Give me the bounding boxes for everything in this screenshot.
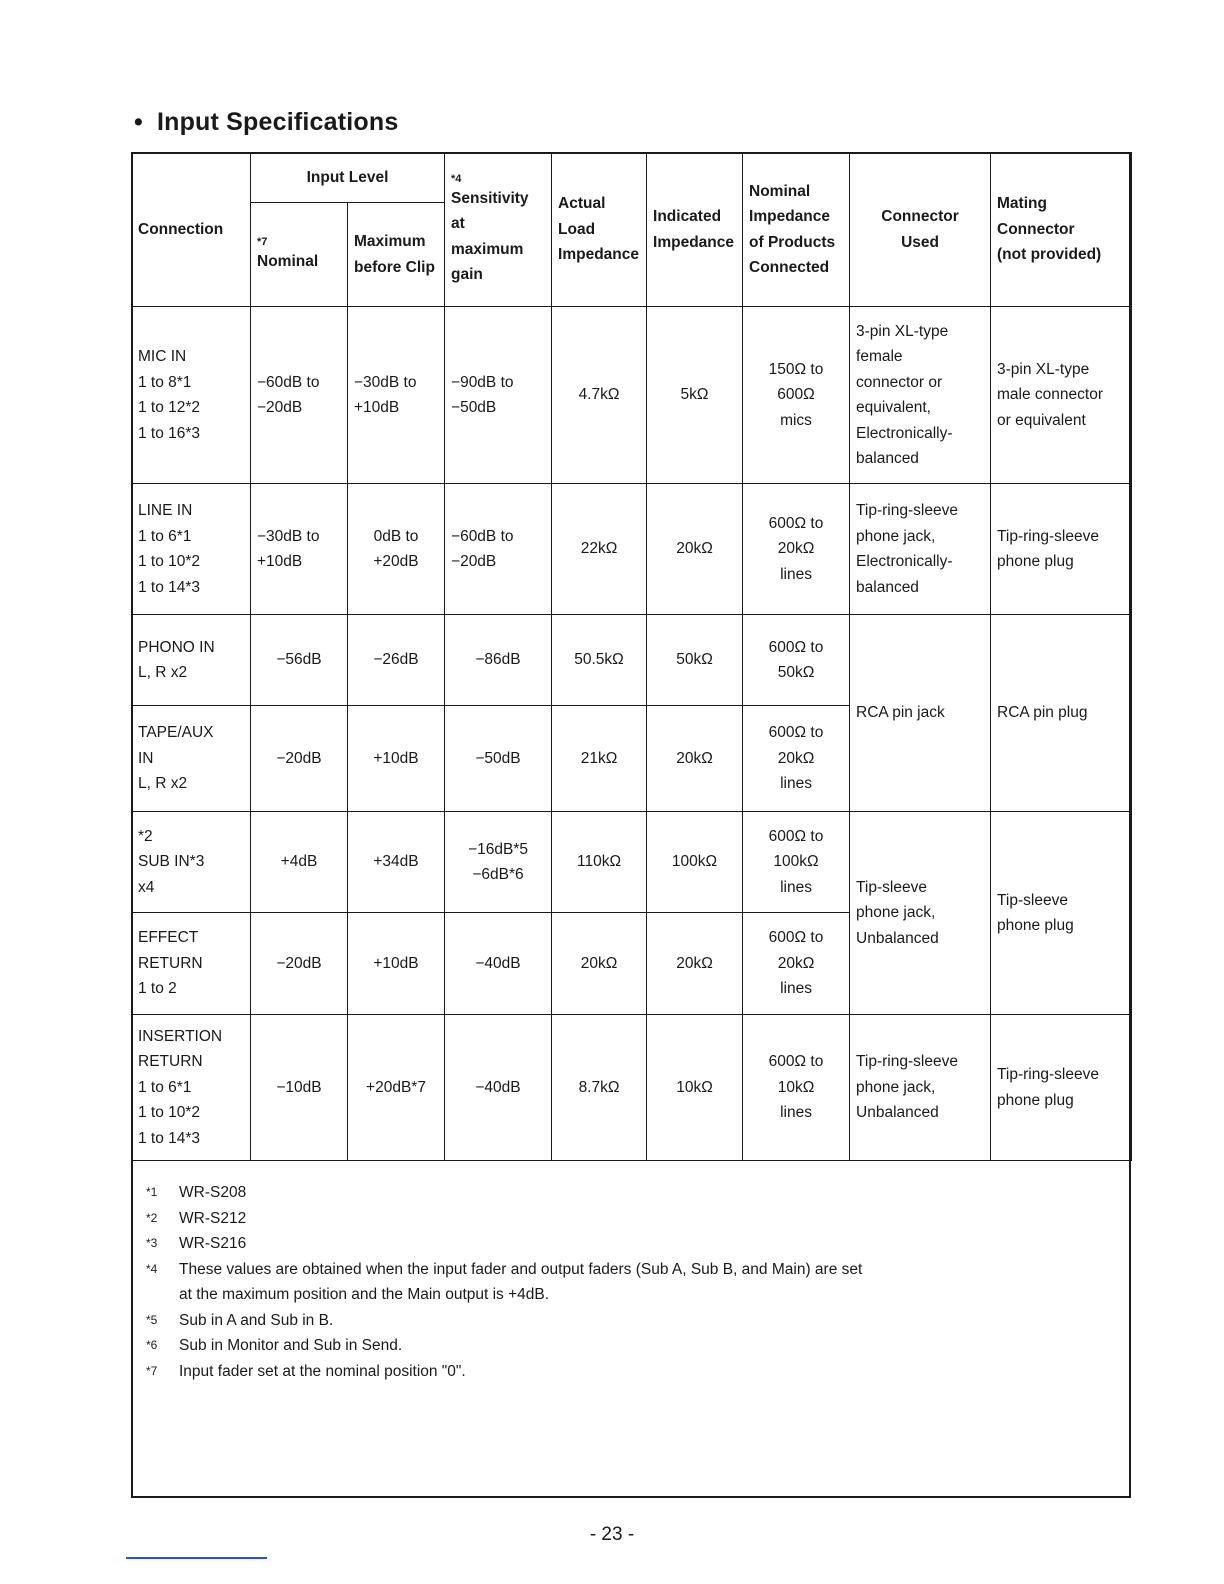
cell-connection: PHONO IN L, R x2 (132, 615, 251, 706)
cell-nominal: +4dB (251, 812, 348, 913)
cell-mating-ts: Tip-sleeve phone plug (991, 812, 1132, 1015)
cell-maximum: +10dB (348, 706, 445, 812)
cell-maximum: −30dB to +10dB (348, 307, 445, 484)
cell-actual: 50.5kΩ (552, 615, 647, 706)
cell-nominal: −20dB (251, 706, 348, 812)
cell-connection: TAPE/AUX IN L, R x2 (132, 706, 251, 812)
nominal-label: Nominal (257, 252, 319, 270)
section-title-text: Input Specifications (156, 108, 399, 136)
cell-indicated: 10kΩ (647, 1015, 743, 1161)
cell-indicated: 100kΩ (647, 812, 743, 913)
cell-maximum: +20dB*7 (348, 1015, 445, 1161)
cell-connector: 3-pin XL-type female connector or equivalent, Electronically- balanced (850, 307, 991, 484)
footnote-text: Sub in A and Sub in B. (179, 1311, 334, 1329)
footnote-text: Input fader set at the nominal position "0". (179, 1362, 466, 1380)
cell-actual: 8.7kΩ (552, 1015, 647, 1161)
cell-sensitivity: −60dB to −20dB (445, 484, 552, 615)
cell-products: 600Ω to 10kΩ lines (743, 1015, 850, 1161)
cell-maximum: −26dB (348, 615, 445, 706)
footnote (146, 1308, 1106, 1334)
cell-products: 600Ω to 100kΩ lines (743, 812, 850, 913)
cell-connector-ts: Tip-sleeve phone jack, Unbalanced (850, 812, 991, 1015)
cell-products: 150Ω to 600Ω mics (743, 307, 850, 484)
cell-products: 600Ω to 50kΩ (743, 615, 850, 706)
header-connector-used: Connector Used (850, 153, 991, 307)
footnote (146, 1359, 1106, 1385)
nominal-footnote-mark: *7 (257, 235, 268, 248)
footnote (146, 1257, 1106, 1308)
header-maximum: Maximum before Clip (348, 203, 445, 307)
cell-mating: Tip-ring-sleeve phone plug (991, 484, 1132, 615)
cell-nominal: −10dB (251, 1015, 348, 1161)
cell-maximum: 0dB to +20dB (348, 484, 445, 615)
sensitivity-label: Sensitivity at maximum gain (451, 189, 529, 283)
cell-connection: MIC IN 1 to 8*1 1 to 12*2 1 to 16*3 (132, 307, 251, 484)
table-row (132, 307, 1132, 484)
section-title (134, 108, 398, 137)
cell-connector-rca: RCA pin jack (850, 615, 991, 812)
bullet-icon: • (134, 108, 143, 136)
cell-mating-rca: RCA pin plug (991, 615, 1132, 812)
cell-connection: EFFECT RETURN 1 to 2 (132, 913, 251, 1015)
cell-maximum: +10dB (348, 913, 445, 1015)
cell-connection: INSERTION RETURN 1 to 6*1 1 to 10*2 1 to 14*3 (132, 1015, 251, 1161)
cell-nominal: −56dB (251, 615, 348, 706)
cell-nominal: −20dB (251, 913, 348, 1015)
cell-connector: Tip-ring-sleeve phone jack, Electronically- balanced (850, 484, 991, 615)
table-row (132, 812, 1132, 913)
header-nominal (251, 203, 348, 307)
footnote-text: WR-S208 (179, 1184, 247, 1201)
page-number: - 23 - (589, 1524, 635, 1545)
table-row (132, 615, 1132, 706)
cell-sensitivity: −16dB*5 −6dB*6 (445, 812, 552, 913)
cell-sensitivity: −40dB (445, 1015, 552, 1161)
footnote-text: WR-S212 (179, 1209, 247, 1227)
table-row (132, 484, 1132, 615)
footnote-mark: *4 (146, 1261, 158, 1276)
cell-connection: *2 SUB IN*3 x4 (132, 812, 251, 913)
cell-sensitivity: −86dB (445, 615, 552, 706)
header-indicated: Indicated Impedance (647, 153, 743, 307)
cell-sensitivity: −40dB (445, 913, 552, 1015)
cell-actual: 4.7kΩ (552, 307, 647, 484)
footnote-text: These values are obtained when the input fader and output faders (Sub A, Sub B, and Main) are set at the maximum position and the Main output is +4dB. (179, 1260, 863, 1303)
cell-maximum: +34dB (348, 812, 445, 913)
cell-actual: 110kΩ (552, 812, 647, 913)
footnote (146, 1333, 1106, 1359)
cell-connection: LINE IN 1 to 6*1 1 to 10*2 1 to 14*3 (132, 484, 251, 615)
footnote-text: Sub in Monitor and Sub in Send. (179, 1337, 403, 1354)
cell-sensitivity: −90dB to −50dB (445, 307, 552, 484)
cell-actual: 20kΩ (552, 913, 647, 1015)
footnote-text: WR-S216 (179, 1235, 247, 1252)
footnote-mark: *2 (146, 1210, 158, 1225)
footnotes (146, 1180, 1106, 1384)
footnote-mark: *1 (146, 1185, 158, 1199)
footer-rule (126, 1557, 267, 1559)
cell-products: 600Ω to 20kΩ lines (743, 913, 850, 1015)
cell-indicated: 20kΩ (647, 706, 743, 812)
cell-indicated: 20kΩ (647, 913, 743, 1015)
cell-actual: 22kΩ (552, 484, 647, 615)
cell-indicated: 20kΩ (647, 484, 743, 615)
cell-nominal: −30dB to +10dB (251, 484, 348, 615)
cell-products: 600Ω to 20kΩ lines (743, 484, 850, 615)
footnote (146, 1180, 1106, 1206)
cell-actual: 21kΩ (552, 706, 647, 812)
cell-products: 600Ω to 20kΩ lines (743, 706, 850, 812)
header-nominal-products: Nominal Impedance of Products Connected (743, 153, 850, 307)
table-header (132, 153, 1132, 307)
cell-mating: Tip-ring-sleeve phone plug (991, 1015, 1132, 1161)
footnote-mark: *7 (146, 1363, 158, 1378)
input-spec-table (131, 152, 1132, 1161)
cell-sensitivity: −50dB (445, 706, 552, 812)
header-mating: Mating Connector (not provided) (991, 153, 1132, 307)
footnote-mark: *6 (146, 1338, 158, 1352)
header-sensitivity (445, 153, 552, 307)
cell-nominal: −60dB to −20dB (251, 307, 348, 484)
footnote-mark: *5 (146, 1312, 158, 1327)
cell-connector: Tip-ring-sleeve phone jack, Unbalanced (850, 1015, 991, 1161)
cell-indicated: 5kΩ (647, 307, 743, 484)
footnote (146, 1231, 1106, 1257)
header-input-level: Input Level (251, 153, 445, 203)
cell-mating: 3-pin XL-type male connector or equivalent (991, 307, 1132, 484)
sensitivity-footnote-mark: *4 (451, 172, 462, 185)
header-actual-load: Actual Load Impedance (552, 153, 647, 307)
footnote (146, 1206, 1106, 1232)
table-row (132, 1015, 1132, 1161)
footnote-mark: *3 (146, 1236, 158, 1250)
cell-indicated: 50kΩ (647, 615, 743, 706)
header-connection: Connection (132, 153, 251, 307)
